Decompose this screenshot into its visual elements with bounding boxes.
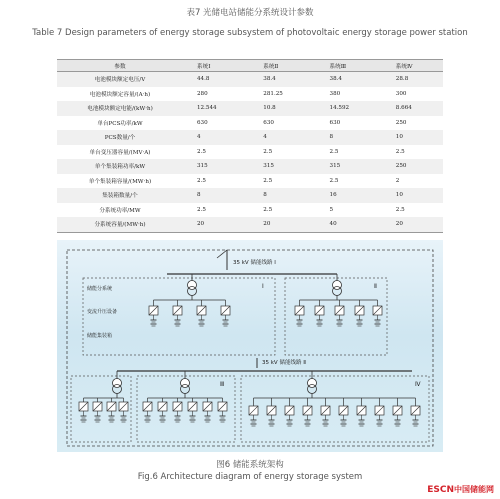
param-name: 电池模块额定容量/(A·h) xyxy=(89,91,151,98)
table-header-row xyxy=(57,60,443,72)
param-value-system-1: 4 xyxy=(183,130,249,145)
param-value-system-2: 10.8 xyxy=(249,101,315,116)
param-name: 单个集装箱容量/(MW·h) xyxy=(88,178,152,185)
param-value-system-3: 315 xyxy=(316,159,382,174)
param-value-system-3: 16 xyxy=(316,188,382,203)
param-name: PCS数量/个 xyxy=(57,130,183,145)
param-value-system-3: 2.5 xyxy=(329,177,339,184)
param-value-system-2: 20 xyxy=(249,217,315,232)
param-value-system-3: 630 xyxy=(329,119,341,126)
param-value-system-4: 10 xyxy=(382,188,443,203)
figure-caption-cn: 图6 储能系统架构 xyxy=(216,460,284,470)
param-value-system-3: 40 xyxy=(316,217,382,232)
table-title-cn: 表7 光储电站储能分系统设计参数 xyxy=(186,8,314,18)
legend-subsystem: 储能分系统 xyxy=(87,286,113,292)
table-title-en: Table 7 Design parameters of energy storage subsystem of photovoltaic energy storage power station xyxy=(32,28,468,38)
param-value-system-4: 250 xyxy=(382,159,443,174)
param-value-system-1: 44.8 xyxy=(183,72,249,87)
param-value-system-4: 2 xyxy=(395,177,400,184)
param-value-system-4: 20 xyxy=(382,217,443,232)
table-row xyxy=(57,145,443,160)
param-value-system-1: 280 xyxy=(197,90,208,97)
param-name: 单台变压器容量/(MV·A) xyxy=(89,149,151,156)
escn-logo xyxy=(427,484,494,495)
param-value-system-1: 630 xyxy=(197,119,208,126)
param-value-system-1: 2.5 xyxy=(197,177,206,184)
param-name: 电池模块额定电能/(kW·h) xyxy=(57,101,183,116)
param-value-system-2: 630 xyxy=(263,119,274,126)
param-value-system-1: 20 xyxy=(183,217,249,232)
logo-brand: ESCN xyxy=(427,485,454,495)
param-value-system-1: 2.5 xyxy=(197,206,206,213)
param-name: 分系统功率/MW xyxy=(99,207,141,214)
param-value-system-2: 281.25 xyxy=(263,90,283,97)
architecture-diagram xyxy=(57,240,443,452)
header-system-2: 系统Ⅱ xyxy=(249,60,315,72)
table-row xyxy=(57,203,443,218)
param-name: 电池模块额定电压/V xyxy=(57,72,183,87)
param-value-system-4: 2.5 xyxy=(395,148,405,155)
parameters-table xyxy=(57,59,443,233)
header-system-1: 系统Ⅰ xyxy=(183,60,249,72)
param-value-system-3: 380 xyxy=(329,90,341,97)
param-value-system-2: 2.5 xyxy=(263,148,273,155)
subsystem-2-label: Ⅱ xyxy=(374,283,377,290)
param-value-system-4: 28.8 xyxy=(382,72,443,87)
legend-container: 储能集装箱 xyxy=(87,333,113,339)
param-value-system-2: 2.5 xyxy=(263,206,273,213)
table-row xyxy=(57,217,443,232)
outer-frame xyxy=(67,250,433,446)
param-name: 单个集装箱功率/kW xyxy=(57,159,183,174)
param-value-system-4: 2.5 xyxy=(395,206,405,213)
table-row xyxy=(57,130,443,145)
arrow-line xyxy=(217,250,227,258)
param-name: 集装箱数量/个 xyxy=(57,188,183,203)
param-value-system-2: 315 xyxy=(249,159,315,174)
line1-label: 35 kV 储能线路 Ⅰ xyxy=(233,260,276,266)
param-value-system-3: 8 xyxy=(316,130,382,145)
param-value-system-3: 38.4 xyxy=(316,72,382,87)
subsystem-1-label: Ⅰ xyxy=(262,283,264,290)
param-name: 单台PCS功率/kW xyxy=(97,120,143,127)
param-value-system-3: 2.5 xyxy=(329,148,339,155)
subsystem-4-label: Ⅳ xyxy=(415,381,421,388)
param-value-system-4: 8.664 xyxy=(382,101,443,116)
legend-pcs: 变流升压设备 xyxy=(87,309,118,315)
figure-caption-en: Fig.6 Architecture diagram of energy storage system xyxy=(137,472,363,482)
param-value-system-2: 38.4 xyxy=(249,72,315,87)
param-value-system-2: 4 xyxy=(249,130,315,145)
line2-label: 35 kV 储能线路 Ⅱ xyxy=(262,360,306,366)
subsystem-3-label: Ⅲ xyxy=(220,381,225,388)
param-value-system-1: 12.544 xyxy=(183,101,249,116)
param-value-system-1: 2.5 xyxy=(197,148,206,155)
table-row xyxy=(57,159,443,174)
param-value-system-4: 250 xyxy=(395,119,407,126)
header-system-3: 系统Ⅲ xyxy=(316,60,382,72)
header-system-4: 系统Ⅳ xyxy=(382,60,443,72)
param-name: 分系统容量/(MW·h) xyxy=(57,217,183,232)
param-value-system-2: 2.5 xyxy=(263,177,273,184)
param-value-system-2: 8 xyxy=(249,188,315,203)
table-row xyxy=(57,116,443,131)
param-value-system-4: 10 xyxy=(382,130,443,145)
table-row xyxy=(57,101,443,116)
param-value-system-3: 5 xyxy=(329,206,334,213)
header-param: 参数 xyxy=(57,60,183,72)
param-value-system-1: 8 xyxy=(183,188,249,203)
logo-site: 中国储能网 xyxy=(454,485,494,494)
table-row xyxy=(57,72,443,87)
table-row xyxy=(57,87,443,102)
param-value-system-1: 315 xyxy=(183,159,249,174)
param-value-system-3: 14.592 xyxy=(316,101,382,116)
param-value-system-4: 300 xyxy=(395,90,407,97)
table-row xyxy=(57,174,443,189)
table-row xyxy=(57,188,443,203)
